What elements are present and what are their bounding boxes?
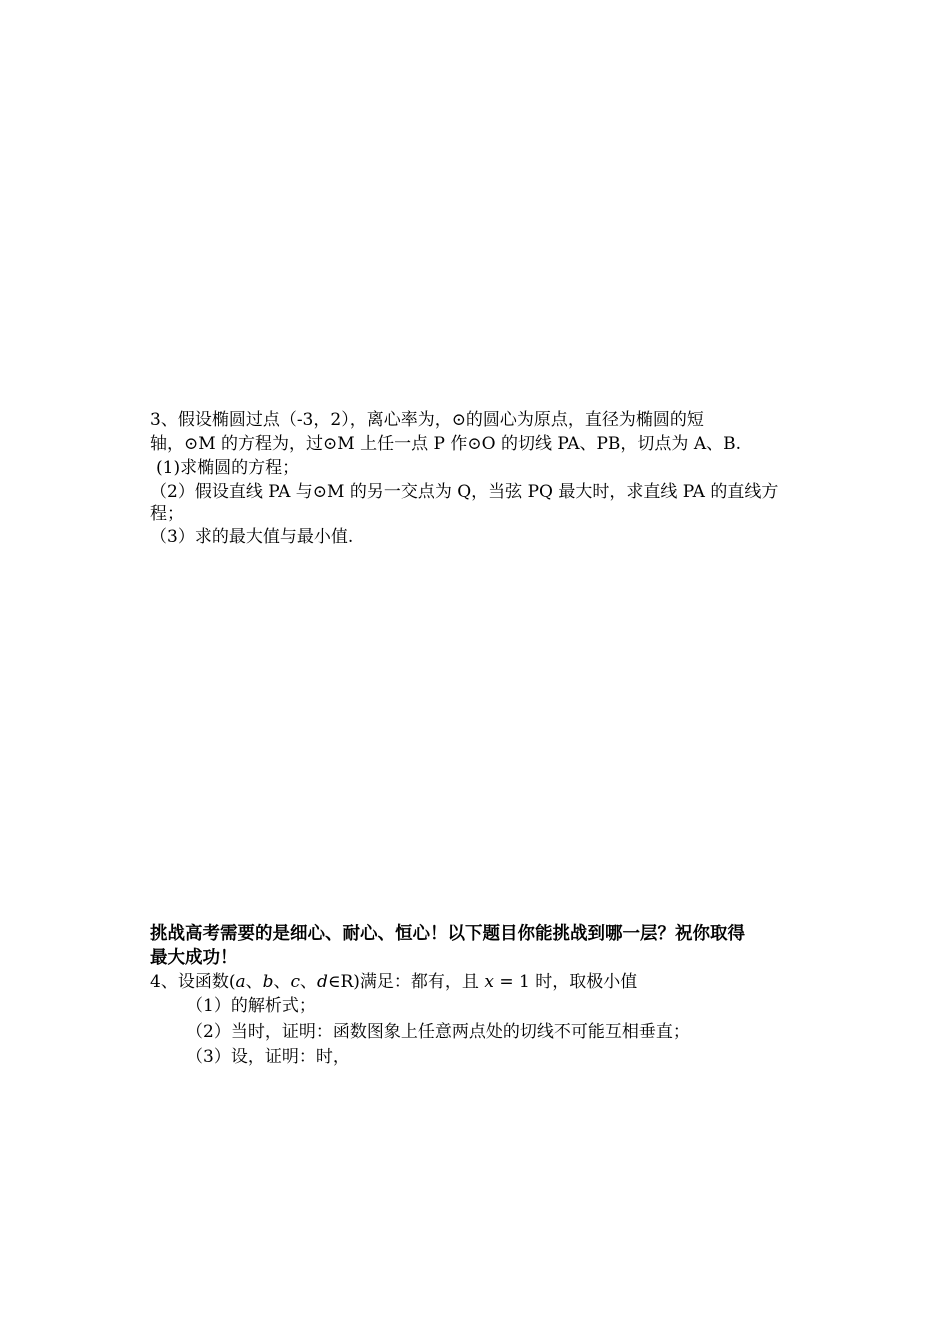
separator: 、 — [273, 972, 291, 992]
variable-a: a — [235, 972, 246, 992]
problem-3-stem-line-1: 3、假设椭圆过点（-3，2），离心率为，⊙的圆心为原点，直径为椭圆的短 — [150, 410, 704, 430]
problem-3-stem-line-2: 轴，⊙M 的方程为，过⊙M 上任一点 P 作⊙O 的切线 PA、PB，切点为 A、B. — [150, 434, 742, 454]
problem-4-part-3: （3）设，证明：时， — [186, 1047, 350, 1067]
separator: 、 — [300, 972, 318, 992]
challenge-heading-line-1: 挑战高考需要的是细心、耐心、恒心！以下题目你能挑战到哪一层？祝你取得 — [150, 924, 745, 944]
separator: 、 — [245, 972, 263, 992]
challenge-heading-line-2: 最大成功！ — [150, 948, 238, 968]
problem-3-part-2-line-2: 程； — [150, 504, 184, 524]
problem-4-part-1: （1）的解析式； — [186, 996, 316, 1016]
problem-3-part-1: (1)求椭圆的方程； — [156, 458, 300, 478]
problem-4-stem-end: = 1 时，取极小值 — [493, 972, 638, 992]
problem-4-stem-middle: ∈R)满足：都有，且 — [327, 972, 485, 992]
problem-4-stem — [150, 970, 637, 994]
variable-b: b — [262, 972, 274, 992]
variable-x: x — [484, 972, 494, 992]
problem-4-stem-prefix: 4、设函数( — [150, 972, 236, 992]
problem-3-part-3: （3）求的最大值与最小值. — [150, 527, 354, 547]
variable-c: c — [290, 972, 301, 992]
variable-d: d — [317, 972, 328, 992]
problem-4-part-2: （2）当时，证明：函数图象上任意两点处的切线不可能互相垂直； — [186, 1022, 690, 1042]
problem-3-part-2-line-1: （2）假设直线 PA 与⊙M 的另一交点为 Q，当弦 PQ 最大时，求直线 PA 的直线方 — [150, 482, 779, 502]
